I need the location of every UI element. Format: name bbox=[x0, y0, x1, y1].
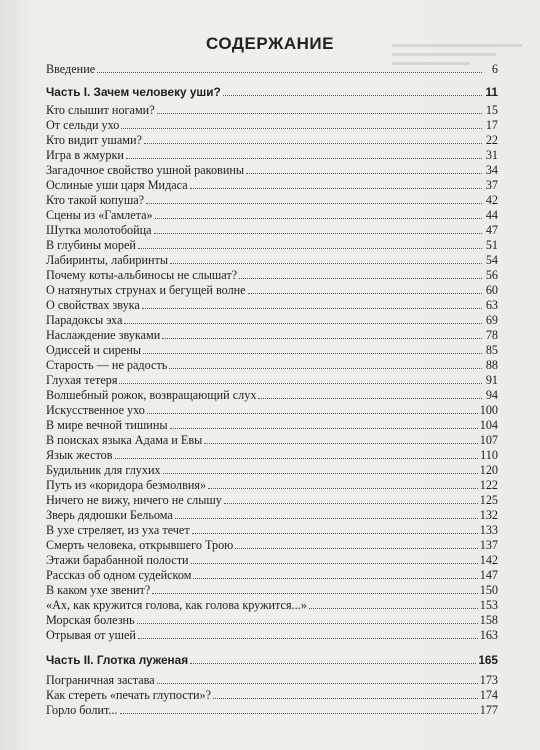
toc-entry bbox=[46, 553, 498, 568]
toc-entry-page: 173 bbox=[479, 673, 498, 687]
leader-dots bbox=[157, 113, 482, 114]
toc-entry-label: Старость — не радость bbox=[46, 358, 168, 372]
toc-entry-label: Как стереть «печать глупости»? bbox=[46, 688, 212, 702]
leader-dots bbox=[192, 533, 478, 534]
toc-entry-label: Искусственное ухо bbox=[46, 403, 145, 417]
toc-entry-label: В каком ухе звенит? bbox=[46, 583, 151, 597]
toc-entry bbox=[46, 598, 498, 613]
toc-entry-label: Шутка молотобойца bbox=[46, 223, 152, 237]
toc-entry-page: 34 bbox=[485, 163, 498, 177]
toc-entry bbox=[46, 208, 498, 223]
leader-dots bbox=[309, 608, 478, 609]
toc-entry-page: 137 bbox=[479, 538, 498, 552]
toc-entry-label: Сцены из «Гамлета» bbox=[46, 208, 153, 222]
toc-entry-page: 132 bbox=[479, 508, 498, 522]
toc-entry-page: 133 bbox=[479, 523, 498, 537]
toc-part-label: Часть II. Глотка луженая bbox=[46, 653, 189, 667]
leader-dots bbox=[163, 473, 478, 474]
toc-entry-page: 158 bbox=[479, 613, 498, 627]
toc-entry bbox=[46, 118, 498, 133]
leader-dots bbox=[97, 72, 482, 73]
leader-dots bbox=[224, 503, 478, 504]
toc-entry-label: Волшебный рожок, возвращающий слух bbox=[46, 388, 257, 402]
toc-entry bbox=[46, 253, 498, 268]
leader-dots bbox=[208, 488, 478, 489]
toc-entry-page: 125 bbox=[479, 493, 498, 507]
toc-entry bbox=[46, 538, 498, 553]
toc-entry bbox=[46, 673, 498, 688]
toc-entry-page: 78 bbox=[485, 328, 498, 342]
toc-entry-label: О натянутых струнах и бегущей волне bbox=[46, 283, 246, 297]
toc-entry-page: 56 bbox=[485, 268, 498, 282]
toc-part-page: 11 bbox=[485, 85, 498, 99]
toc-entry-page: 47 bbox=[485, 223, 498, 237]
leader-dots bbox=[147, 413, 478, 414]
leader-dots bbox=[154, 233, 482, 234]
toc-entry-label: Зверь дядюшки Бельома bbox=[46, 508, 173, 522]
toc-entry-label: В ухе стреляет, из уха течет bbox=[46, 523, 190, 537]
toc-entry-page: 100 bbox=[479, 403, 498, 417]
toc-entry bbox=[46, 238, 498, 253]
toc-entry bbox=[46, 418, 498, 433]
toc-entry bbox=[46, 148, 498, 163]
leader-dots bbox=[162, 338, 482, 339]
leader-dots bbox=[170, 428, 478, 429]
leader-dots bbox=[191, 563, 478, 564]
toc-entry-page: 60 bbox=[485, 283, 498, 297]
toc-entry-page: 120 bbox=[479, 463, 498, 477]
toc-entry-page: 122 bbox=[479, 478, 498, 492]
toc-entry bbox=[46, 568, 498, 583]
toc-entry bbox=[46, 493, 498, 508]
toc-entry-page: 104 bbox=[479, 418, 498, 432]
toc-part-2-heading bbox=[46, 653, 498, 668]
toc-entry bbox=[46, 703, 498, 718]
leader-dots bbox=[138, 638, 478, 639]
leader-dots bbox=[115, 458, 479, 459]
leader-dots bbox=[157, 683, 478, 684]
toc-entry-label: От сельди ухо bbox=[46, 118, 120, 132]
toc-entry bbox=[46, 433, 498, 448]
leader-dots bbox=[124, 323, 482, 324]
leader-dots bbox=[175, 518, 478, 519]
toc-entry-page: 51 bbox=[485, 238, 498, 252]
toc-entry-label: «Ах, как кружится голова, как голова кружится...» bbox=[46, 598, 307, 612]
toc-entry-label: Парадоксы эха bbox=[46, 313, 123, 327]
toc-entry-label: Одиссей и сирены bbox=[46, 343, 142, 357]
toc-entry bbox=[46, 283, 498, 298]
toc-entry-label: Лабиринты, лабиринты bbox=[46, 253, 169, 267]
toc-entry-label: В глубины морей bbox=[46, 238, 136, 252]
table-of-contents bbox=[46, 62, 498, 718]
toc-entry-page: 107 bbox=[479, 433, 498, 447]
toc-entry-label: Ничего не вижу, ничего не слышу bbox=[46, 493, 222, 507]
toc-part-2-list bbox=[46, 673, 498, 718]
toc-entry-page: 147 bbox=[479, 568, 498, 582]
toc-entry bbox=[46, 343, 498, 358]
toc-entry bbox=[46, 583, 498, 598]
toc-entry-label: В поисках языка Адама и Евы bbox=[46, 433, 203, 447]
toc-entry-page: 54 bbox=[485, 253, 498, 267]
toc-entry-label: Глухая тетеря bbox=[46, 373, 118, 387]
toc-entry bbox=[46, 628, 498, 643]
toc-entry-intro bbox=[46, 62, 498, 77]
toc-entry-label: Загадочное свойство ушной раковины bbox=[46, 163, 245, 177]
toc-entry-label: Рассказ об одном судейском bbox=[46, 568, 192, 582]
toc-entry-page: 110 bbox=[480, 448, 498, 462]
leader-dots bbox=[138, 248, 482, 249]
toc-entry-label: В мире вечной тишины bbox=[46, 418, 168, 432]
toc-entry-page: 153 bbox=[479, 598, 498, 612]
leader-dots bbox=[193, 578, 477, 579]
leader-dots bbox=[155, 218, 482, 219]
leader-dots bbox=[170, 263, 482, 264]
toc-entry-label: Почему коты-альбиносы не слышат? bbox=[46, 268, 238, 282]
leader-dots bbox=[120, 713, 478, 714]
toc-entry bbox=[46, 178, 498, 193]
toc-part-page: 165 bbox=[478, 653, 498, 667]
toc-entry-label: Будильник для глухих bbox=[46, 463, 161, 477]
toc-entry-label: Смерть человека, открывшего Трою bbox=[46, 538, 234, 552]
toc-entry-label: Морская болезнь bbox=[46, 613, 135, 627]
toc-entry-page: 91 bbox=[485, 373, 498, 387]
leader-dots bbox=[239, 278, 482, 279]
toc-entry-page: 94 bbox=[485, 388, 498, 402]
leader-dots bbox=[248, 293, 482, 294]
toc-entry-page: 88 bbox=[485, 358, 498, 372]
toc-entry-label: Кто видит ушами? bbox=[46, 133, 142, 147]
toc-entry bbox=[46, 193, 498, 208]
toc-entry-label: Игра в жмурки bbox=[46, 148, 124, 162]
toc-entry-page: 42 bbox=[485, 193, 498, 207]
toc-entry bbox=[46, 133, 498, 148]
toc-entry-page: 150 bbox=[479, 583, 498, 597]
leader-dots bbox=[143, 353, 482, 354]
leader-dots bbox=[152, 593, 477, 594]
toc-entry bbox=[46, 373, 498, 388]
leader-dots bbox=[142, 308, 482, 309]
leader-dots bbox=[190, 663, 476, 664]
toc-entry bbox=[46, 268, 498, 283]
leader-dots bbox=[119, 383, 482, 384]
toc-entry-label: Кто слышит ногами? bbox=[46, 103, 155, 117]
toc-entry bbox=[46, 358, 498, 373]
toc-entry bbox=[46, 403, 498, 418]
toc-entry-label: Отрывая от ушей bbox=[46, 628, 136, 642]
toc-entry-page: 22 bbox=[485, 133, 498, 147]
toc-entry bbox=[46, 163, 498, 178]
toc-entry-page: 15 bbox=[485, 103, 498, 117]
leader-dots bbox=[144, 143, 482, 144]
leader-dots bbox=[258, 398, 482, 399]
toc-entry-page: 6 bbox=[491, 62, 498, 76]
toc-entry-page: 69 bbox=[485, 313, 498, 327]
toc-entry-page: 44 bbox=[485, 208, 498, 222]
toc-entry bbox=[46, 328, 498, 343]
toc-part-1-list bbox=[46, 103, 498, 643]
toc-entry-page: 31 bbox=[485, 148, 498, 162]
toc-entry-label: Кто такой копуша? bbox=[46, 193, 145, 207]
toc-entry bbox=[46, 298, 498, 313]
toc-entry-page: 37 bbox=[485, 178, 498, 192]
toc-entry-label: Ослиные уши царя Мидаса bbox=[46, 178, 188, 192]
leader-dots bbox=[213, 698, 478, 699]
toc-entry-label: Этажи барабанной полости bbox=[46, 553, 189, 567]
leader-dots bbox=[223, 95, 482, 96]
toc-entry-page: 174 bbox=[479, 688, 498, 702]
leader-dots bbox=[246, 173, 482, 174]
toc-entry-label: Язык жестов bbox=[46, 448, 113, 462]
page-title: СОДЕРЖАНИЕ bbox=[206, 34, 334, 53]
toc-entry-page: 163 bbox=[479, 628, 498, 642]
toc-entry-page: 63 bbox=[485, 298, 498, 312]
toc-entry-label: Горло болит... bbox=[46, 703, 118, 717]
leader-dots bbox=[190, 188, 482, 189]
toc-entry-label: Пограничная застава bbox=[46, 673, 155, 687]
leader-dots bbox=[137, 623, 478, 624]
toc-entry-page: 177 bbox=[479, 703, 498, 717]
toc-entry bbox=[46, 103, 498, 118]
toc-entry-page: 85 bbox=[485, 343, 498, 357]
toc-entry bbox=[46, 223, 498, 238]
leader-dots bbox=[169, 368, 482, 369]
toc-entry bbox=[46, 388, 498, 403]
toc-entry bbox=[46, 523, 498, 538]
toc-entry bbox=[46, 688, 498, 703]
toc-entry bbox=[46, 448, 498, 463]
toc-entry bbox=[46, 463, 498, 478]
leader-dots bbox=[204, 443, 477, 444]
toc-entry-label: Путь из «коридора безмолвия» bbox=[46, 478, 207, 492]
leader-dots bbox=[126, 158, 482, 159]
leader-dots bbox=[146, 203, 482, 204]
toc-entry-label: Введение bbox=[46, 62, 96, 76]
toc-entry bbox=[46, 313, 498, 328]
toc-entry-page: 17 bbox=[485, 118, 498, 132]
toc-entry-label: О свойствах звука bbox=[46, 298, 140, 312]
toc-entry bbox=[46, 508, 498, 523]
leader-dots bbox=[121, 128, 482, 129]
toc-entry bbox=[46, 613, 498, 628]
leader-dots bbox=[235, 548, 477, 549]
toc-entry bbox=[46, 478, 498, 493]
toc-entry-label: Наслаждение звуками bbox=[46, 328, 161, 342]
toc-part-1-heading bbox=[46, 85, 498, 100]
toc-part-label: Часть I. Зачем человеку уши? bbox=[46, 85, 221, 99]
toc-entry-page: 142 bbox=[479, 553, 498, 567]
